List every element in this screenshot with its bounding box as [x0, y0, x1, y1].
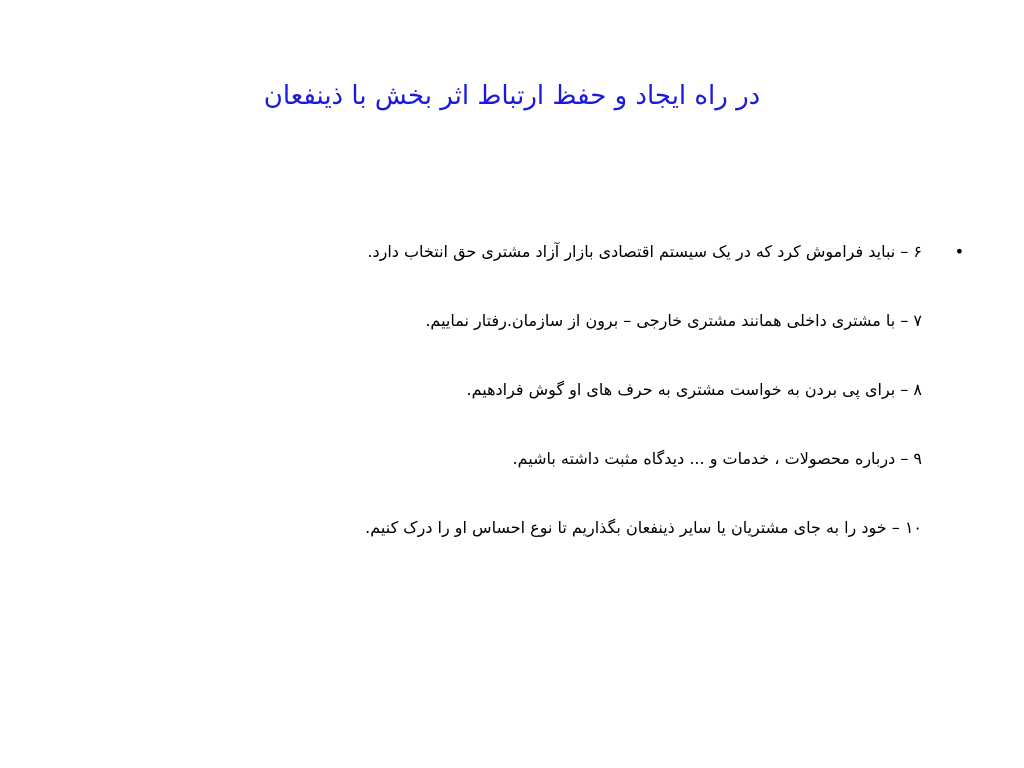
list-item-text: ۹ – درباره محصولات ، خدمات و ... دیدگاه مثبت داشته باشیم.	[512, 449, 922, 468]
list-item	[230, 441, 970, 476]
list-item-text: ۶ – نباید فراموش کرد که در یک سیستم اقتصادی بازار آزاد مشتری حق انتخاب دارد.	[367, 242, 922, 261]
list-item	[230, 234, 970, 269]
list-item	[230, 303, 970, 338]
list-item-text: ۱۰ – خود را به جای مشتریان یا سایر ذینفعان بگذاریم تا نوع احساس او را درک کنیم.	[365, 518, 922, 537]
bullet-list	[230, 234, 970, 579]
list-item	[230, 510, 970, 545]
list-item	[230, 372, 970, 407]
slide-title: در راه ایجاد و حفظ ارتباط اثر بخش با ذینفعان	[263, 81, 761, 111]
bullet-icon: •	[954, 242, 964, 261]
list-item-text: ۸ – برای پی بردن به خواست مشتری به حرف های او گوش فرادهیم.	[466, 380, 922, 399]
list-item-text: ۷ – با مشتری داخلی همانند مشتری خارجی – برون از سازمان.رفتار نماییم.	[425, 311, 922, 330]
